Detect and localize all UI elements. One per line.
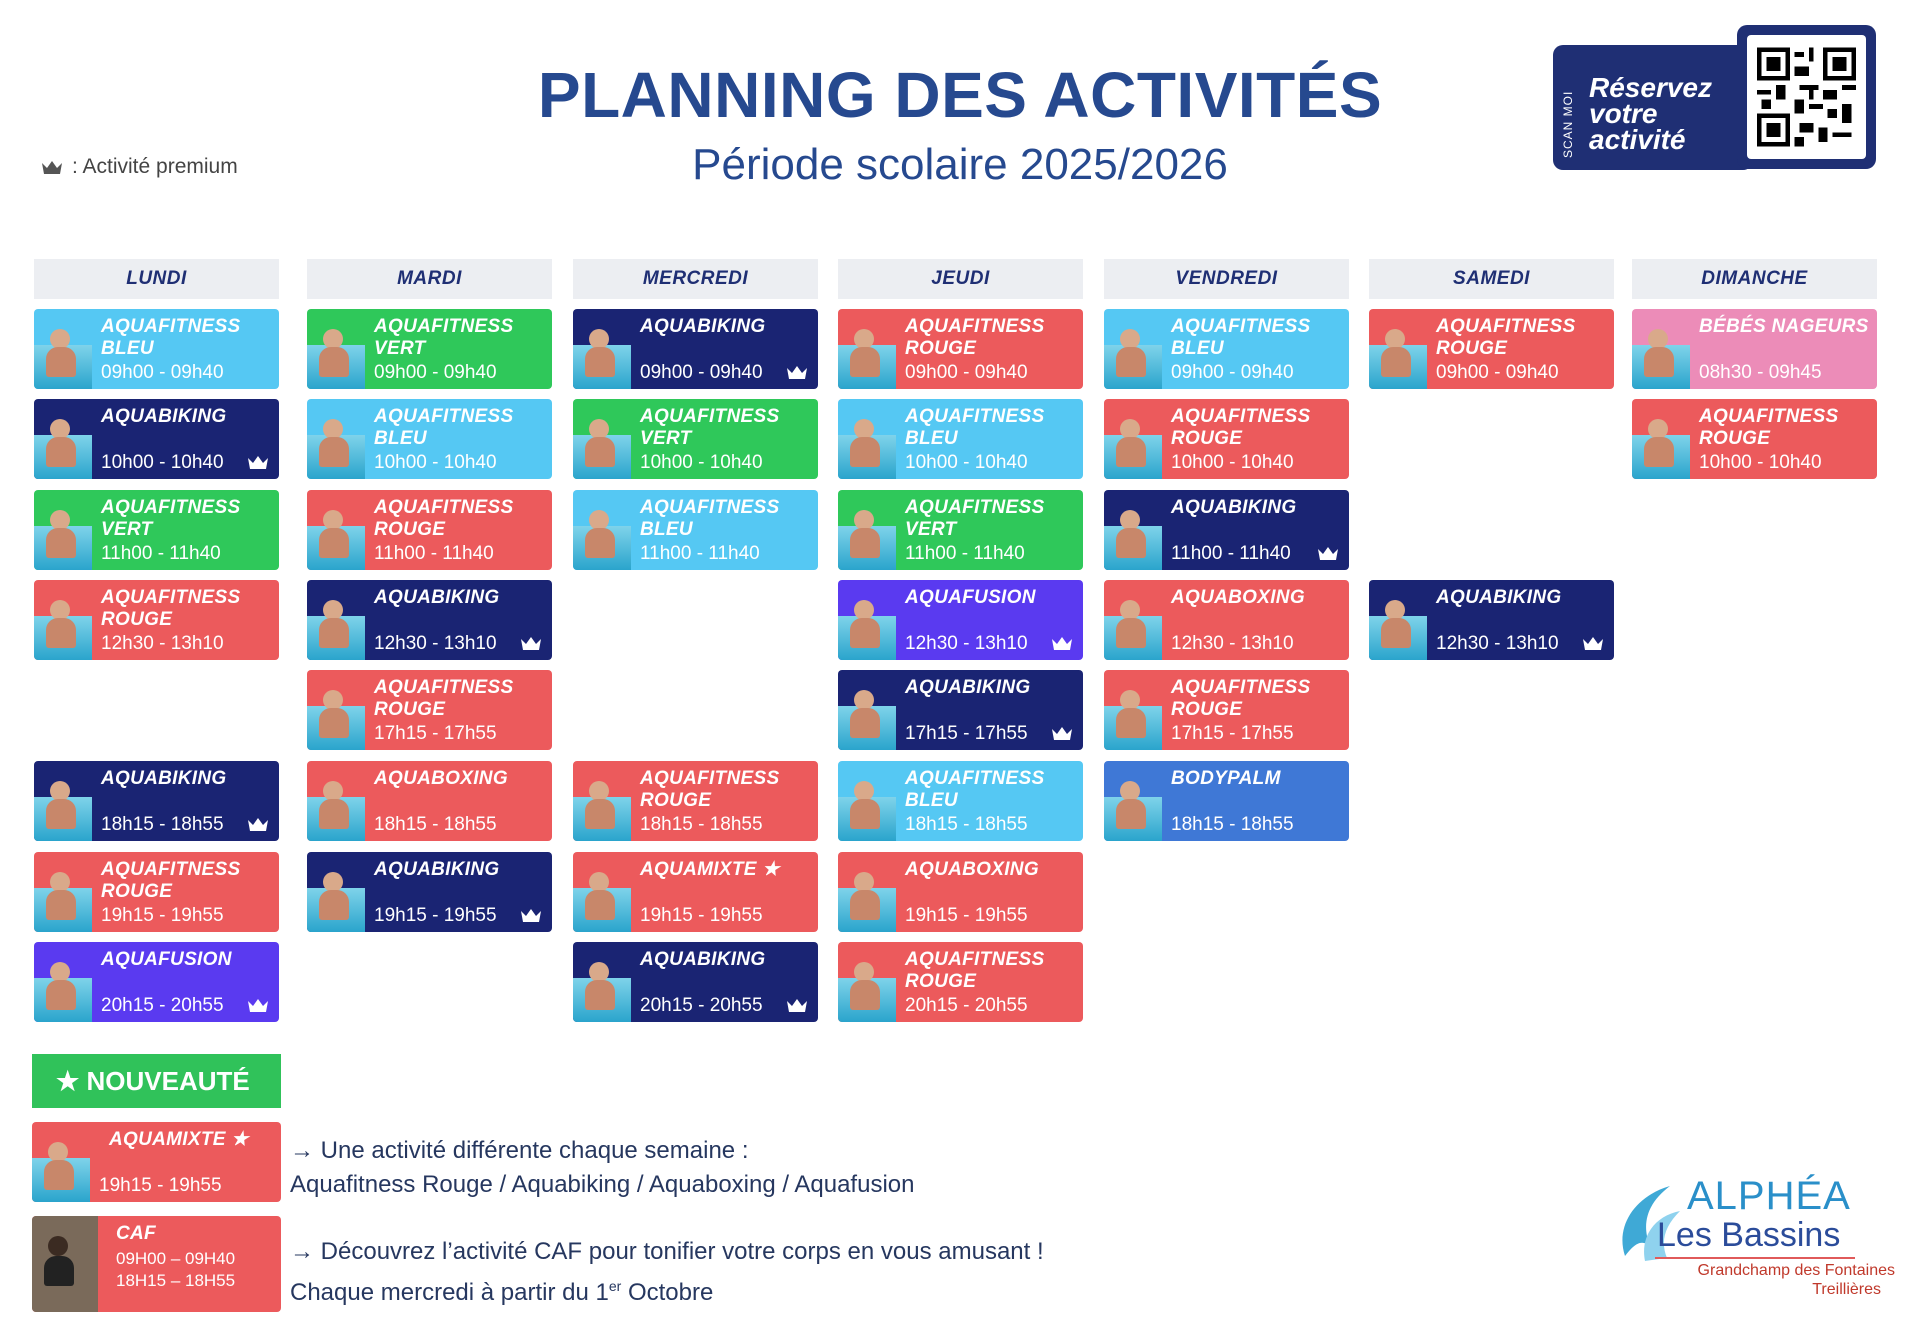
nouveaute-banner: ★ NOUVEAUTÉ — [32, 1054, 281, 1108]
activity-card[interactable] — [838, 670, 1083, 750]
activity-time: 12h30 - 13h10 — [374, 633, 497, 654]
aquamixte-card[interactable] — [32, 1122, 281, 1202]
activity-card[interactable] — [838, 580, 1083, 660]
crown-icon — [1050, 724, 1074, 742]
activity-name: AQUAFITNESS ROUGE — [1436, 316, 1576, 359]
activity-name: AQUABIKING — [640, 316, 766, 337]
activity-card[interactable] — [307, 399, 552, 479]
activity-photo — [34, 399, 92, 479]
activity-name: AQUABIKING — [374, 587, 500, 608]
activity-name: AQUAFITNESS VERT — [374, 316, 514, 359]
activity-photo — [34, 761, 92, 841]
activity-time: 18h15 - 18h55 — [640, 814, 763, 835]
activity-name: AQUABOXING — [1171, 587, 1305, 608]
activity-name: AQUAFITNESS ROUGE — [101, 587, 241, 630]
activity-photo — [838, 761, 896, 841]
activity-time: 18H15 – 18H55 — [116, 1271, 236, 1290]
activity-card[interactable] — [1632, 399, 1877, 479]
activity-card[interactable] — [838, 399, 1083, 479]
activity-name: AQUAFITNESS VERT — [905, 497, 1045, 540]
logo-place1: Grandchamp des Fontaines — [1697, 1262, 1895, 1279]
activity-photo — [573, 761, 631, 841]
activity-card[interactable] — [838, 761, 1083, 841]
crown-icon — [1050, 634, 1074, 652]
scan-label: SCAN MOI — [1561, 90, 1575, 158]
activity-card[interactable] — [34, 399, 279, 479]
activity-photo — [1104, 670, 1162, 750]
day-header-1: MARDI — [307, 259, 552, 299]
activity-time: 11h00 - 11h40 — [374, 543, 494, 564]
activity-card[interactable] — [838, 852, 1083, 932]
activity-time: 20h15 - 20h55 — [101, 995, 224, 1016]
activity-time: 11h00 - 11h40 — [101, 543, 221, 564]
activity-photo — [34, 852, 92, 932]
activity-photo — [1104, 309, 1162, 389]
day-header-2: MERCREDI — [573, 259, 818, 299]
activity-time: 12h30 - 13h10 — [905, 633, 1028, 654]
activity-time: 10h00 - 10h40 — [1171, 452, 1294, 473]
qr-cta-panel — [1553, 45, 1753, 170]
crown-icon — [246, 996, 270, 1014]
activity-time: 19h15 - 19h55 — [99, 1175, 222, 1196]
activity-photo — [838, 942, 896, 1022]
activity-name: AQUAFITNESS ROUGE — [905, 316, 1045, 359]
crown-icon — [40, 158, 64, 176]
activity-card[interactable] — [307, 761, 552, 841]
activity-time: 19h15 - 19h55 — [374, 905, 497, 926]
activity-name: AQUAFITNESS ROUGE — [1699, 406, 1839, 449]
activity-card[interactable] — [573, 399, 818, 479]
crown-icon — [519, 906, 543, 924]
activity-time: 19h15 - 19h55 — [640, 905, 763, 926]
caf-note-line2-text: Chaque mercredi à partir du 1 — [290, 1279, 609, 1306]
caf-note-sup: er — [608, 1278, 622, 1294]
activity-time: 10h00 - 10h40 — [1699, 452, 1822, 473]
premium-legend-label: : Activité premium — [72, 155, 238, 178]
activity-photo — [838, 580, 896, 660]
activity-photo — [307, 580, 365, 660]
activity-card[interactable] — [307, 670, 552, 750]
caf-note-line2 — [290, 1269, 1044, 1310]
page-title: PLANNING DES ACTIVITÉS — [537, 59, 1383, 131]
activity-name: AQUABIKING — [374, 859, 500, 880]
activity-card[interactable] — [307, 580, 552, 660]
caf-card[interactable] — [32, 1216, 281, 1312]
activity-card[interactable] — [1104, 580, 1349, 660]
activity-photo — [838, 399, 896, 479]
activity-card[interactable] — [1369, 309, 1614, 389]
activity-photo — [307, 670, 365, 750]
activity-photo — [307, 399, 365, 479]
activity-card[interactable] — [1104, 490, 1349, 570]
page-subtitle: Période scolaire 2025/2026 — [692, 140, 1228, 189]
logo-place2: Treillières — [1812, 1281, 1881, 1298]
activity-time: 12h30 - 13h10 — [1171, 633, 1294, 654]
activity-time: 18h15 - 18h55 — [1171, 814, 1294, 835]
activity-photo — [307, 761, 365, 841]
activity-card[interactable] — [34, 942, 279, 1022]
activity-time: 09h00 - 09h40 — [1171, 362, 1294, 383]
activity-photo — [838, 309, 896, 389]
activity-photo — [838, 670, 896, 750]
day-header-4: VENDREDI — [1104, 259, 1349, 299]
activity-card[interactable] — [573, 309, 818, 389]
activity-card[interactable] — [573, 490, 818, 570]
activity-photo — [1104, 490, 1162, 570]
activity-time: 11h00 - 11h40 — [1171, 543, 1291, 564]
activity-name: AQUAFUSION — [101, 949, 232, 970]
activity-photo — [573, 399, 631, 479]
activity-time: 19h15 - 19h55 — [101, 905, 224, 926]
activity-card[interactable] — [838, 309, 1083, 389]
activity-photo — [1632, 399, 1690, 479]
aquamixte-note-line2: Aquafitness Rouge / Aquabiking / Aquaboxing / Aquafusion — [290, 1171, 915, 1198]
qr-cta-text: Réservez votre activité — [1589, 72, 1712, 155]
activity-name: AQUABIKING — [101, 406, 227, 427]
activity-name: AQUAMIXTE ★ — [109, 1129, 249, 1150]
activity-card[interactable] — [34, 852, 279, 932]
crown-icon — [1581, 634, 1605, 652]
activity-photo — [32, 1122, 90, 1202]
activity-time: 11h00 - 11h40 — [905, 543, 1025, 564]
activity-photo — [307, 309, 365, 389]
activity-photo — [34, 580, 92, 660]
activity-card[interactable] — [34, 761, 279, 841]
activity-name: AQUABOXING — [905, 859, 1039, 880]
activity-photo — [838, 490, 896, 570]
activity-name: AQUAFITNESS ROUGE — [640, 768, 780, 811]
activity-name: AQUAFITNESS ROUGE — [101, 859, 241, 902]
activity-card[interactable] — [1104, 670, 1349, 750]
day-header-5: SAMEDI — [1369, 259, 1614, 299]
activity-name: AQUAFUSION — [905, 587, 1036, 608]
alphea-logo — [1615, 1168, 1895, 1308]
activity-card[interactable] — [1104, 761, 1349, 841]
activity-name: CAF — [116, 1223, 156, 1244]
activity-time: 20h15 - 20h55 — [640, 995, 763, 1016]
activity-card[interactable] — [838, 490, 1083, 570]
activity-photo — [307, 852, 365, 932]
logo-divider — [1655, 1257, 1855, 1259]
activity-card[interactable] — [307, 309, 552, 389]
activity-time: 10h00 - 10h40 — [101, 452, 224, 473]
activity-name: AQUAFITNESS BLEU — [905, 768, 1045, 811]
crown-icon — [1316, 544, 1340, 562]
activity-name: AQUABOXING — [374, 768, 508, 789]
logo-name: Les Bassins — [1657, 1216, 1841, 1254]
activity-card[interactable] — [34, 580, 279, 660]
activity-photo — [573, 490, 631, 570]
caf-note-line1: → Découvrez l’activité CAF pour tonifier votre corps en vous amusant ! — [290, 1238, 1044, 1265]
activity-card[interactable] — [307, 852, 552, 932]
activity-time: 09h00 - 09h40 — [101, 362, 224, 383]
day-header-6: DIMANCHE — [1632, 259, 1877, 299]
crown-icon — [246, 815, 270, 833]
logo-brand: ALPHÉA — [1687, 1174, 1851, 1218]
activity-card[interactable] — [1632, 309, 1877, 389]
activity-time: 19h15 - 19h55 — [905, 905, 1028, 926]
qr-booking-block[interactable] — [1553, 25, 1876, 169]
qr-code-icon — [1757, 45, 1856, 149]
activity-time: 09H00 – 09H40 — [116, 1249, 236, 1268]
qr-code[interactable] — [1747, 35, 1866, 159]
activity-time: 09h00 - 09h40 — [640, 362, 763, 383]
activity-name: BÉBÉS NAGEURS — [1699, 316, 1869, 337]
activity-time: 18h15 - 18h55 — [905, 814, 1028, 835]
activity-name: AQUABIKING — [101, 768, 227, 789]
activity-card[interactable] — [34, 309, 279, 389]
activity-time: 12h30 - 13h10 — [1436, 633, 1559, 654]
activity-photo — [32, 1216, 98, 1312]
aquamixte-note-line1: → Une activité différente chaque semaine : — [290, 1137, 749, 1164]
activity-name: AQUAFITNESS ROUGE — [374, 497, 514, 540]
activity-photo — [1104, 399, 1162, 479]
crown-icon — [519, 634, 543, 652]
activity-time: 18h15 - 18h55 — [101, 814, 224, 835]
activity-time: 17h15 - 17h55 — [1171, 723, 1294, 744]
crown-icon — [785, 363, 809, 381]
activity-name: AQUAFITNESS ROUGE — [1171, 677, 1311, 720]
activity-name: AQUAFITNESS BLEU — [101, 316, 241, 359]
activity-time: 12h30 - 13h10 — [101, 633, 224, 654]
activity-card[interactable] — [573, 942, 818, 1022]
activity-name: AQUAFITNESS ROUGE — [1171, 406, 1311, 449]
activity-card[interactable] — [573, 852, 818, 932]
activity-name: AQUAFITNESS BLEU — [640, 497, 780, 540]
activity-time: 10h00 - 10h40 — [374, 452, 497, 473]
activity-photo — [573, 942, 631, 1022]
activity-photo — [838, 852, 896, 932]
day-header-3: JEUDI — [838, 259, 1083, 299]
activity-photo — [573, 309, 631, 389]
activity-time: 10h00 - 10h40 — [640, 452, 763, 473]
activity-time: 20h15 - 20h55 — [905, 995, 1028, 1016]
activity-name: AQUAFITNESS BLEU — [374, 406, 514, 449]
activity-name: AQUAFITNESS VERT — [101, 497, 241, 540]
activity-card[interactable] — [1104, 309, 1349, 389]
activity-name: AQUAFITNESS BLEU — [1171, 316, 1311, 359]
activity-photo — [1104, 761, 1162, 841]
activity-name: AQUABIKING — [640, 949, 766, 970]
activity-photo — [1632, 309, 1690, 389]
activity-card[interactable] — [34, 490, 279, 570]
activity-card[interactable] — [1369, 580, 1614, 660]
activity-name: BODYPALM — [1171, 768, 1281, 789]
activity-photo — [34, 942, 92, 1022]
activity-time: 09h00 - 09h40 — [1436, 362, 1559, 383]
activity-name: AQUABIKING — [1436, 587, 1562, 608]
activity-card[interactable] — [573, 761, 818, 841]
activity-photo — [1104, 580, 1162, 660]
day-header-0: LUNDI — [34, 259, 279, 299]
qr-frame — [1737, 25, 1876, 169]
activity-photo — [1369, 580, 1427, 660]
premium-legend — [40, 155, 238, 179]
activity-name: AQUAMIXTE ★ — [640, 859, 780, 880]
aquamixte-note — [290, 1134, 914, 1202]
activity-time: 17h15 - 17h55 — [374, 723, 497, 744]
crown-icon — [246, 453, 270, 471]
activity-card[interactable] — [1104, 399, 1349, 479]
activity-card[interactable] — [307, 490, 552, 570]
caf-note-line2-end: Octobre — [621, 1279, 714, 1306]
activity-photo — [1369, 309, 1427, 389]
activity-name: AQUAFITNESS ROUGE — [905, 949, 1045, 992]
activity-name: AQUAFITNESS VERT — [640, 406, 780, 449]
activity-time: 08h30 - 09h45 — [1699, 362, 1822, 383]
activity-card[interactable] — [838, 942, 1083, 1022]
activity-photo — [573, 852, 631, 932]
activity-name: AQUAFITNESS ROUGE — [374, 677, 514, 720]
activity-time: 09h00 - 09h40 — [905, 362, 1028, 383]
activity-name: AQUABIKING — [905, 677, 1031, 698]
activity-time: 17h15 - 17h55 — [905, 723, 1028, 744]
activity-time: 10h00 - 10h40 — [905, 452, 1028, 473]
activity-name: AQUAFITNESS BLEU — [905, 406, 1045, 449]
activity-time: 11h00 - 11h40 — [640, 543, 760, 564]
activity-photo — [34, 490, 92, 570]
activity-time: 09h00 - 09h40 — [374, 362, 497, 383]
activity-photo — [307, 490, 365, 570]
activity-time: 18h15 - 18h55 — [374, 814, 497, 835]
crown-icon — [785, 996, 809, 1014]
activity-photo — [34, 309, 92, 389]
activity-name: AQUABIKING — [1171, 497, 1297, 518]
caf-note — [290, 1235, 1044, 1310]
